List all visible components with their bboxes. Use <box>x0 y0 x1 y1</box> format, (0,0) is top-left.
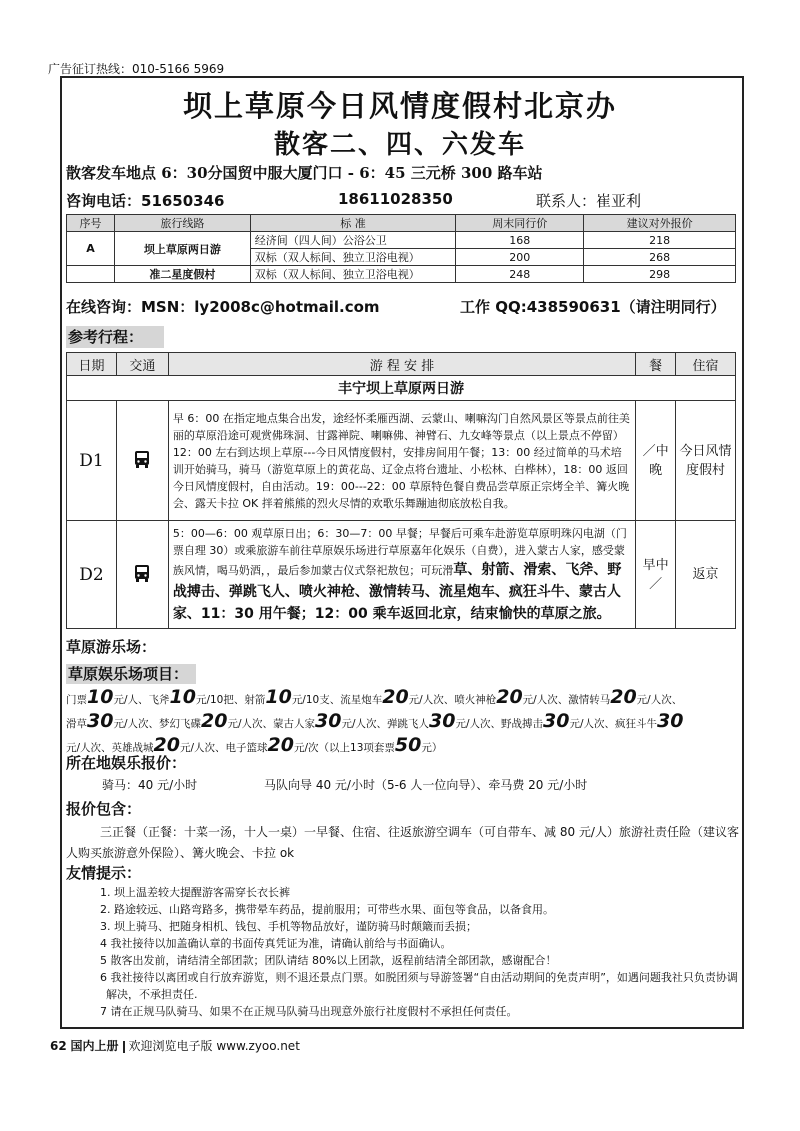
ent-text: 元/人、飞斧 <box>113 694 170 706</box>
row-standard: 双标（双人标间、独立卫浴电视） <box>250 266 456 283</box>
list-item: 5 散客出发前，请结清全部团款；团队请结 80%以上团款，返程前结清全部团款，感谢配合！ <box>100 954 557 967</box>
bus-icon <box>116 401 168 521</box>
ent-price: 10 <box>169 686 196 708</box>
ent-price: 20 <box>267 734 294 756</box>
ent-price: 30 <box>87 710 114 732</box>
ad-hotline: 广告征订热线：010-5166 5969 <box>48 62 225 76</box>
contact-person: 联系人：崔亚利 <box>536 192 642 210</box>
day-row <box>67 521 736 629</box>
day-row <box>67 401 736 521</box>
col-meal: 餐 <box>636 353 676 376</box>
ent-text: 元/次（以上13项套票 <box>294 742 395 754</box>
itinerary-subtitle: 丰宁坝上草原两日游 <box>67 376 736 401</box>
page-subtitle: 散客二、四、六发车 <box>273 130 526 160</box>
horse-price: 骑马：40 元/小时 <box>102 778 198 792</box>
row-retail: 218 <box>584 232 736 249</box>
day-schedule <box>168 521 635 629</box>
ent-text: 元/人次、弹跳飞人 <box>341 718 429 730</box>
row-route: 坝上草原两日游 <box>114 232 250 266</box>
ent-text: 元/人次、疯狂斗牛 <box>569 718 657 730</box>
day-meal: ／中晚 <box>636 401 676 521</box>
include-heading: 报价包含： <box>66 800 142 818</box>
page-title: 坝上草原今日风情度假村北京办 <box>182 89 617 123</box>
ent-text: 元/人次、 <box>636 694 683 706</box>
col-standard: 标 准 <box>250 215 456 232</box>
ent-text: 元/10支、流星炮车 <box>291 694 383 706</box>
list-item: 6 我社接待以离团或自行放弃游览，则不退还景点门票。如脱团须与导游签署“自由活动期间的免责声明”，如遇问题我社只负责协调解决，不承担责任. <box>100 971 738 1001</box>
contact-line <box>66 190 736 210</box>
itinerary-subtitle-row <box>67 376 736 401</box>
grassland-heading: 草原游乐场： <box>66 638 157 656</box>
col-date: 日期 <box>67 353 117 376</box>
bus-icon <box>116 521 168 629</box>
col-peer-price: 周末同行价 <box>456 215 584 232</box>
day-schedule: 早 6：00 在指定地点集合出发，途经怀柔雁西湖、云蒙山、喇嘛沟门自然风景区等景点前往美丽的草原沿途可观赏佛珠洞、甘露禅院、喇嘛佛、神臂石、九女峰等景点（以上景点不停留）12：00 左右到达坝上草原---今日风情度假村，安排房间用午餐；13：00 经过简单的马术培训开始骑马，骑马（游览草原上的黄花岛、辽金点将台遗址、小松林、白桦林），18：00 返回今日风情度假村，自由活动。19：00---22：00 草原特色餐自费品尝草原正宗烤全羊、篝火晚会、露天卡拉 OK 拌着熊熊的烈火尽情的欢歌乐舞蹦迪彻底放松自我。 <box>168 401 635 521</box>
ent-price: 30 <box>543 710 570 732</box>
footer-section: 国内上册 <box>70 1039 119 1053</box>
list-item: 4 我社接待以加盖确认章的书面传真凭证为准，请确认前给与书面确认。 <box>100 937 452 950</box>
departure-info: 散客发车地点 6：30分国贸中服大厦门口 - 6：45 三元桥 300 路车站 <box>66 164 543 182</box>
row-retail: 268 <box>584 249 736 266</box>
col-stay: 住宿 <box>676 353 736 376</box>
footer-slogan: 欢迎浏览电子版 www.zyoo.net <box>128 1039 300 1053</box>
price-table <box>66 214 736 283</box>
ent-price: 10 <box>87 686 114 708</box>
col-no: 序号 <box>67 215 115 232</box>
page-number: 62 <box>50 1039 67 1053</box>
list-item: 3. 坝上骑马、把随身相机、钱包、手机等物品放好，谨防骑马时颠簸而丢损； <box>100 920 477 933</box>
ent-price: 20 <box>153 734 180 756</box>
ent-price: 30 <box>429 710 456 732</box>
day-label: D1 <box>67 401 117 521</box>
row-route: 准二星度假村 <box>114 266 250 283</box>
qq-contact: 工作 QQ:438590631（请注明同行） <box>460 298 726 316</box>
itinerary-header <box>67 353 736 376</box>
include-text: 三正餐（正餐：十菜一汤，十人一桌）一早餐、住宿、往返旅游空调车（可自带车、减 80 元/人）旅游社责任险（建议客人购买旅游意外保险）、篝火晚会、卡拉 ok <box>66 825 739 860</box>
consult-phone: 咨询电话：51650346 <box>66 192 225 210</box>
online-contact <box>66 296 738 318</box>
tips-list <box>66 884 738 1020</box>
ent-price: 50 <box>394 734 422 756</box>
entertainment-line <box>66 687 738 711</box>
col-transport: 交通 <box>116 353 168 376</box>
entertainment-heading: 草原娱乐场项目： <box>66 664 196 684</box>
row-peer: 248 <box>456 266 584 283</box>
row-peer: 200 <box>456 249 584 266</box>
day-stay: 返京 <box>676 521 736 629</box>
ent-price: 20 <box>496 686 523 708</box>
guide-price: 马队向导 40 元/小时（5-6 人一位向导）、牵马费 20 元/小时 <box>264 778 588 792</box>
ent-text: 元/人次、喷火神枪 <box>408 694 497 706</box>
mobile-phone: 18611028350 <box>338 190 453 208</box>
day-stay: 今日风情度假村 <box>676 401 736 521</box>
price-table-header <box>67 215 736 232</box>
row-standard: 双标（双人标间、独立卫浴电视） <box>250 249 456 266</box>
col-retail-price: 建议对外报价 <box>584 215 736 232</box>
list-item: 1. 坝上温差较大提醒游客需穿长衣长裤 <box>100 886 290 899</box>
day-schedule-part2: 草、射箭、滑索、飞斧、野战搏击、弹跳飞人、喷火神枪、激情转马、流星炮车、疯狂斗牛、蒙古人家、11：30 用午餐；12：00 乘车返回北京，结束愉快的草原之旅。 <box>172 561 622 622</box>
ent-price: 30 <box>315 710 342 732</box>
day-label: D2 <box>67 521 117 629</box>
row-no: A <box>67 232 115 266</box>
table-row <box>67 266 736 283</box>
row-retail: 298 <box>584 266 736 283</box>
ent-price: 20 <box>382 686 409 708</box>
col-route: 旅行线路 <box>114 215 250 232</box>
itinerary-heading: 参考行程： <box>66 326 164 348</box>
entertainment-list <box>66 687 738 759</box>
footer-divider <box>123 1041 125 1053</box>
ent-text: 元/人次、电子篮球 <box>180 742 268 754</box>
ent-price: 20 <box>201 710 228 732</box>
col-schedule: 游 程 安 排 <box>168 353 635 376</box>
row-standard: 经济间（四人间）公浴公卫 <box>250 232 456 249</box>
entertainment-line <box>66 711 738 735</box>
table-row <box>67 232 736 249</box>
ent-price: 10 <box>265 686 292 708</box>
row-peer: 168 <box>456 232 584 249</box>
row-no <box>67 266 115 283</box>
itinerary-table <box>66 352 736 629</box>
ent-text: 元/人次、梦幻飞碟 <box>113 718 201 730</box>
ent-price: 20 <box>610 686 637 708</box>
day-schedule-part1: 5：00—6：00 观草原日出；6：30—7：00 早餐；早餐后可乘车赴游览草原明珠闪电湖（门票自理 30）或乘旅游车前往草原娱乐场进行草原嘉年化娱乐（自费），进入蒙古人家，感受蒙族风情，喝马奶酒，，最后参加蒙古仪式祭祀敖包；可玩滑 <box>172 526 627 577</box>
ent-text: 元/人次、英雄战城 <box>66 742 154 754</box>
msn-contact: 在线咨询：MSN：ly2008c@hotmail.com <box>66 298 380 316</box>
ent-text: 元/10把、射箭 <box>195 694 266 706</box>
ent-text: 门票 <box>66 694 87 706</box>
ent-price: 30 <box>657 710 684 732</box>
day-meal: 早中／ <box>636 521 676 629</box>
ent-text: 滑草 <box>66 718 87 730</box>
local-prices <box>102 776 742 794</box>
ent-text: 元/人次、激情转马 <box>522 694 611 706</box>
ent-text: 元） <box>421 742 443 754</box>
page-footer <box>50 1037 300 1054</box>
ent-text: 元/人次、野战搏击 <box>455 718 543 730</box>
tips-heading: 友情提示： <box>66 864 142 882</box>
list-item: 2. 路途较远、山路弯路多，携带晕车药品，提前服用；可带些水果、面包等食品，以备食用。 <box>100 903 554 916</box>
ent-text: 元/人次、蒙古人家 <box>227 718 315 730</box>
list-item: 7 请在正规马队骑马、如果不在正规马队骑马出现意外旅行社度假村不承担任何责任。 <box>100 1005 518 1018</box>
local-prices-heading: 所在地娱乐报价： <box>66 754 187 772</box>
